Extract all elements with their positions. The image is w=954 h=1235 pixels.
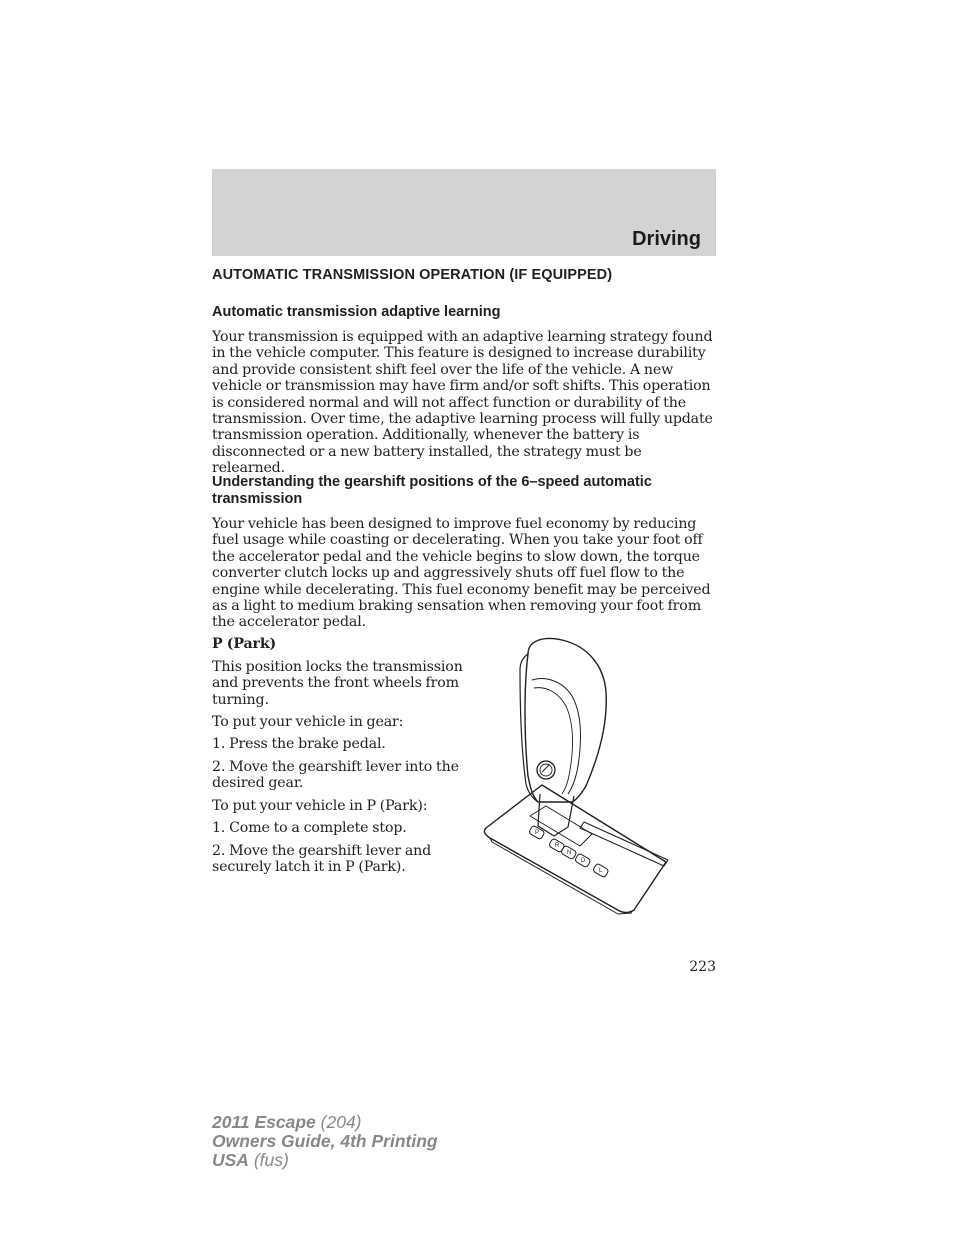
gate-label-n: N xyxy=(567,850,572,856)
adaptive-learning-heading: Automatic transmission adaptive learning xyxy=(212,304,501,320)
gearshift-lever-illustration xyxy=(480,636,680,916)
shifter-console xyxy=(484,785,666,913)
gate-label-p: P xyxy=(535,830,540,836)
gate-label-l: L xyxy=(599,868,603,874)
footer-model-code: (204) xyxy=(315,1112,362,1132)
park-intro: To put your vehicle in P (Park): xyxy=(212,798,428,814)
gearshift-body: Your vehicle has been designed to improve fuel economy by reducing fuel usage while coasting or decelerating. When you take your foot off the accelerator pedal and the vehicle begins to slow down, the torque converter clutch locks up and aggressively shuts off fuel flow to the engine while decelerating. This fuel economy benefit may be perceived as a light to medium braking sensation when removing your foot from the accelerator pedal. xyxy=(212,516,711,631)
park-description: This position locks the transmission and prevents the front wheels from turning. xyxy=(212,659,463,708)
footer-line-1 xyxy=(212,1113,438,1132)
gearshift-heading: Understanding the gearshift positions of the 6–speed automatic transmission xyxy=(212,474,652,507)
gear-intro: To put your vehicle in gear: xyxy=(212,714,404,730)
gate-label-r: R xyxy=(555,843,560,849)
footer-market: USA xyxy=(212,1150,249,1170)
section-header-band xyxy=(212,169,716,256)
footer-line-2 xyxy=(212,1132,438,1151)
adaptive-learning-body: Your transmission is equipped with an adaptive learning strategy found in the vehicle computer. This feature is designed to increase durability and provide consistent shift feel over the life of the vehicle. A new vehicle or transmission may have firm and/or soft shifts. This operation is considered normal and will not affect function or durability of the transmission. Over time, the adaptive learning process will fully update transmission operation. Additionally, whenever the battery is disconnected or a new battery installed, the strategy must be relearned. xyxy=(212,329,713,477)
gear-gate-slot xyxy=(580,822,668,866)
park-step-2: 2. Move the gearshift lever and securely latch it in P (Park). xyxy=(212,843,432,876)
gate-label-d: D xyxy=(581,858,586,864)
footer-market-code: (fus) xyxy=(248,1150,289,1170)
section-title: Driving xyxy=(632,228,701,250)
footer-model: 2011 Escape xyxy=(212,1112,316,1132)
document-footer xyxy=(212,1113,438,1170)
page-number: 223 xyxy=(689,959,716,975)
lever-shaft xyxy=(538,794,574,836)
main-heading: AUTOMATIC TRANSMISSION OPERATION (IF EQUIPPED) xyxy=(212,267,613,283)
footer-line-3 xyxy=(212,1151,438,1170)
gear-step-1: 1. Press the brake pedal. xyxy=(212,736,386,752)
gear-step-2: 2. Move the gearshift lever into the desired gear. xyxy=(212,759,459,792)
footer-guide: Owners Guide, 4th Printing xyxy=(212,1131,438,1151)
lever-handle xyxy=(525,639,606,802)
park-step-1: 1. Come to a complete stop. xyxy=(212,820,407,836)
park-title: P (Park) xyxy=(212,636,277,652)
